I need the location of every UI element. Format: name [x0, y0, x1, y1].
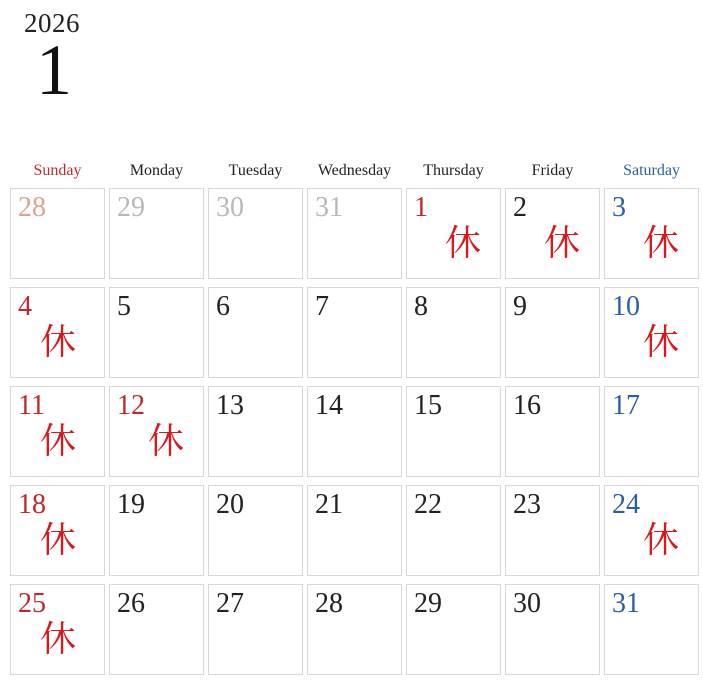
- day-number: 4: [18, 291, 32, 322]
- day-number: 23: [513, 489, 541, 520]
- day-number: 30: [216, 192, 244, 223]
- day-number: 21: [315, 489, 343, 520]
- day-cell[interactable]: [8, 186, 107, 285]
- weekday-saturday: Saturday: [623, 162, 680, 179]
- day-cell[interactable]: [107, 384, 206, 483]
- holiday-mark: 休: [642, 223, 679, 264]
- holiday-mark: 休: [40, 322, 77, 363]
- day-cell[interactable]: [305, 483, 404, 582]
- day-cell[interactable]: [206, 384, 305, 483]
- day-number: 24: [612, 489, 640, 520]
- holiday-mark: 休: [40, 421, 77, 462]
- day-cell[interactable]: [602, 483, 701, 582]
- day-number: 10: [612, 291, 640, 322]
- weekday-sunday: Sunday: [33, 162, 82, 179]
- day-number: 25: [18, 588, 46, 619]
- day-cell[interactable]: [107, 186, 206, 285]
- day-number: 12: [117, 390, 145, 421]
- day-number: 31: [612, 588, 640, 619]
- day-cell[interactable]: [8, 285, 107, 384]
- holiday-mark: 休: [543, 223, 580, 264]
- day-number: 29: [117, 192, 145, 223]
- day-number: 22: [414, 489, 442, 520]
- day-cell[interactable]: [107, 285, 206, 384]
- day-cell[interactable]: [503, 582, 602, 681]
- day-number: 6: [216, 291, 230, 322]
- day-number: 28: [315, 588, 343, 619]
- day-number: 16: [513, 390, 541, 421]
- day-cell[interactable]: [305, 582, 404, 681]
- holiday-mark: 休: [642, 322, 679, 363]
- weekday-friday: Friday: [531, 162, 574, 179]
- day-number: 19: [117, 489, 145, 520]
- day-cell[interactable]: [602, 384, 701, 483]
- day-number: 14: [315, 390, 343, 421]
- month-number: 1: [36, 30, 72, 110]
- day-number: 9: [513, 291, 527, 322]
- day-cell[interactable]: [404, 384, 503, 483]
- day-cell[interactable]: [305, 186, 404, 285]
- day-cell[interactable]: [503, 186, 602, 285]
- day-cell[interactable]: [404, 582, 503, 681]
- day-number: 27: [216, 588, 244, 619]
- day-cell[interactable]: [107, 483, 206, 582]
- day-number: 26: [117, 588, 145, 619]
- day-number: 20: [216, 489, 244, 520]
- day-number: 8: [414, 291, 428, 322]
- day-cell[interactable]: [404, 186, 503, 285]
- day-cell[interactable]: [206, 582, 305, 681]
- day-number: 11: [18, 390, 45, 421]
- weekday-header: [8, 162, 701, 184]
- day-number: 15: [414, 390, 442, 421]
- day-cell[interactable]: [404, 483, 503, 582]
- calendar-grid: [8, 186, 701, 681]
- day-cell[interactable]: [602, 186, 701, 285]
- day-number: 1: [414, 192, 428, 223]
- holiday-mark: 休: [40, 520, 77, 561]
- day-cell[interactable]: [8, 483, 107, 582]
- day-cell[interactable]: [305, 285, 404, 384]
- weekday-thursday: Thursday: [423, 162, 484, 179]
- day-cell[interactable]: [8, 384, 107, 483]
- holiday-mark: 休: [40, 619, 77, 660]
- day-number: 2: [513, 192, 527, 223]
- day-number: 7: [315, 291, 329, 322]
- day-number: 5: [117, 291, 131, 322]
- day-cell[interactable]: [503, 483, 602, 582]
- weekday-wednesday: Wednesday: [317, 162, 392, 179]
- day-cell[interactable]: [206, 483, 305, 582]
- holiday-mark: 休: [642, 520, 679, 561]
- weekday-tuesday: Tuesday: [228, 162, 283, 179]
- day-number: 31: [315, 192, 343, 223]
- day-cell[interactable]: [503, 384, 602, 483]
- day-number: 13: [216, 390, 244, 421]
- day-cell[interactable]: [305, 384, 404, 483]
- holiday-mark: 休: [147, 421, 184, 462]
- day-number: 29: [414, 588, 442, 619]
- day-cell[interactable]: [8, 582, 107, 681]
- day-cell[interactable]: [404, 285, 503, 384]
- holiday-mark: 休: [444, 223, 481, 264]
- year-label: 2026: [24, 8, 80, 38]
- weekday-monday: Monday: [129, 162, 184, 179]
- day-cell[interactable]: [107, 582, 206, 681]
- day-number: 17: [612, 390, 640, 421]
- day-number: 18: [18, 489, 46, 520]
- day-cell[interactable]: [206, 285, 305, 384]
- day-cell[interactable]: [206, 186, 305, 285]
- day-number: 3: [612, 192, 626, 223]
- day-cell[interactable]: [602, 285, 701, 384]
- day-number: 30: [513, 588, 541, 619]
- day-number: 28: [18, 192, 46, 223]
- day-cell[interactable]: [503, 285, 602, 384]
- day-cell[interactable]: [602, 582, 701, 681]
